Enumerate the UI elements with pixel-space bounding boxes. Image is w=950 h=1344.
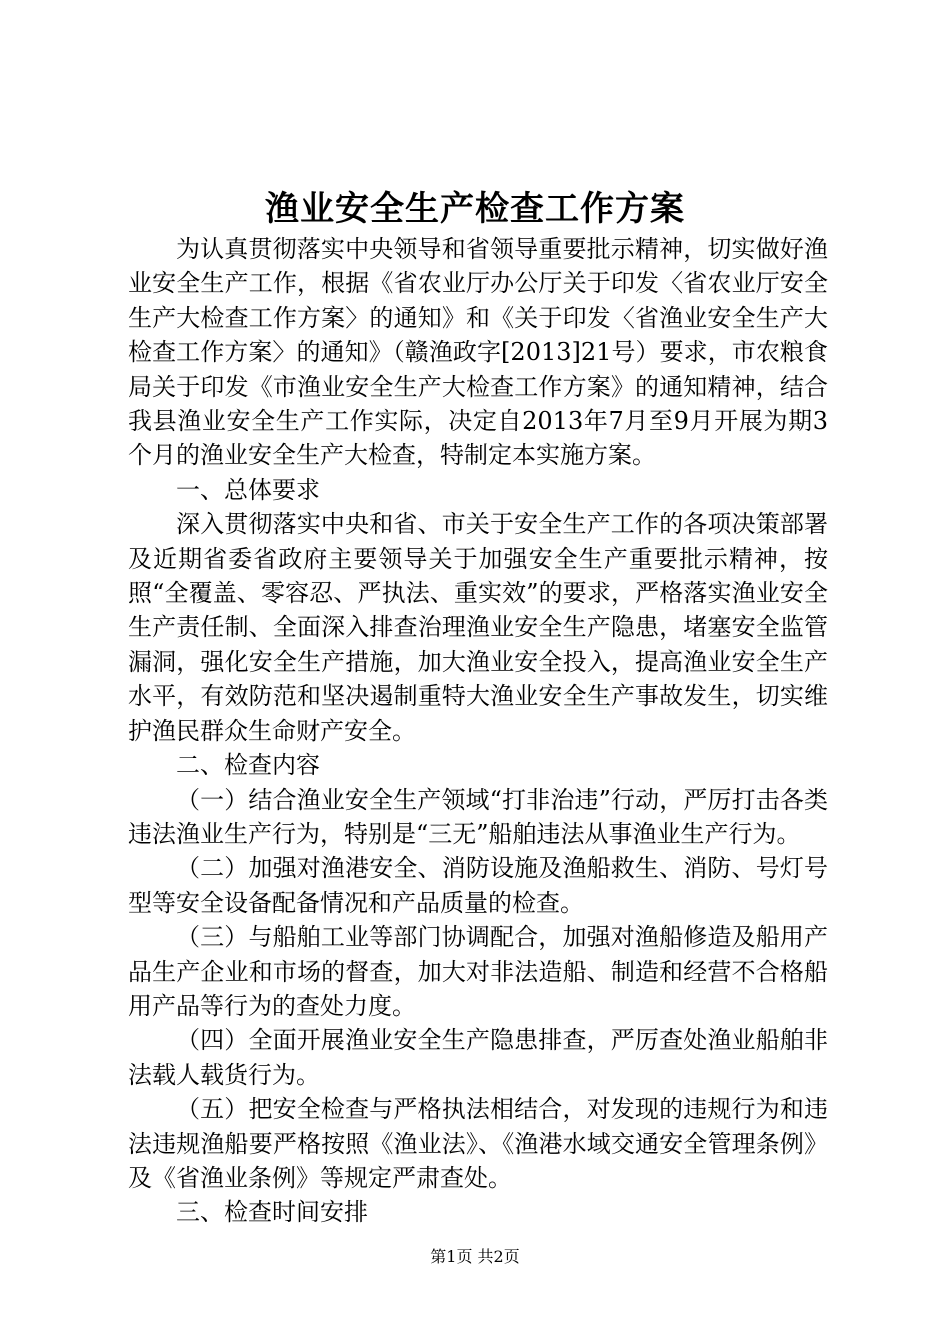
paragraph-item-5: （五）把安全检查与严格执法相结合，对发现的违规行为和违法违规渔船要严格按照《渔业法》、《渔港水域交通安全管理条例》及《省渔业条例》等规定严肃查处。	[128, 1095, 828, 1192]
paragraph-item-1: （一）结合渔业安全生产领域“打非治违”行动，严厉打击各类违法渔业生产行为，特别是“三无”船舶违法从事渔业生产行为。	[128, 785, 828, 848]
section-heading-2: 二、检查内容	[176, 751, 320, 780]
document-body	[128, 232, 828, 1230]
paragraph-item-4: （四）全面开展渔业安全生产隐患排查，严厉查处渔业船舶非法载人载货行为。	[128, 1026, 828, 1089]
section-heading-3: 三、检查时间安排	[176, 1198, 368, 1227]
section-heading-1: 一、总体要求	[176, 475, 320, 504]
paragraph-item-2: （二）加强对渔港安全、消防设施及渔船救生、消防、号灯号型等安全设备配备情况和产品质量的检查。	[128, 854, 828, 917]
paragraph-intro: 为认真贯彻落实中央领导和省领导重要批示精神，切实做好渔业安全生产工作，根据《省农业厅办公厅关于印发〈省农业厅安全生产大检查工作方案〉的通知》和《关于印发〈省渔业安全生产大检查工作方案〉的通知》（赣渔政字[2013]21号）要求，市农粮食局关于印发《市渔业安全生产大检查工作方案》的通知精神，结合我县渔业安全生产工作实际，决定自2013年7月至9月开展为期3个月的渔业安全生产大检查，特制定本实施方案。	[128, 235, 828, 470]
paragraph-item-3: （三）与船舶工业等部门协调配合，加强对渔船修造及船用产品生产企业和市场的督查，加大对非法造船、制造和经营不合格船用产品等行为的查处力度。	[128, 923, 828, 1020]
page-footer: 第1页 共2页	[430, 1247, 520, 1266]
document-title: 渔业安全生产检查工作方案	[265, 189, 685, 229]
paragraph-general-requirements: 深入贯彻落实中央和省、市关于安全生产工作的各项决策部署及近期省委省政府主要领导关于加强安全生产重要批示精神，按照“全覆盖、零容忍、严执法、重实效”的要求，严格落实渔业安全生产责任制、全面深入排查治理渔业安全生产隐患，堵塞安全监管漏洞，强化安全生产措施，加大渔业安全投入，提高渔业安全生产水平，有效防范和坚决遏制重特大渔业安全生产事故发生，切实维护渔民群众生命财产安全。	[128, 510, 828, 745]
